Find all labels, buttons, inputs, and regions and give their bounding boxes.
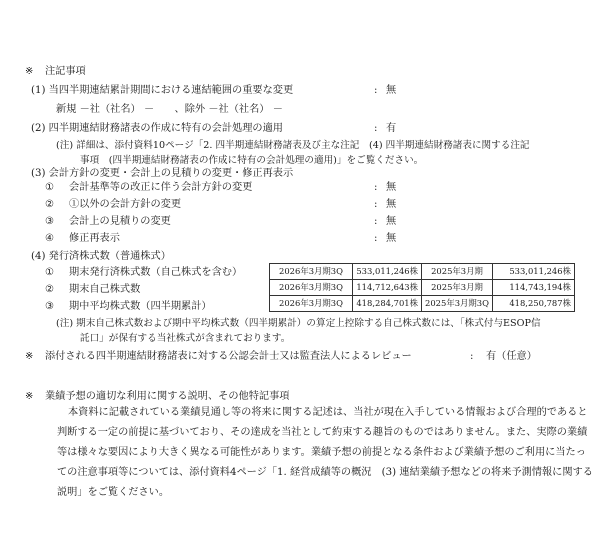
notes-title: 注記事項 [45, 66, 86, 77]
item3-sub-value: 無 [386, 199, 397, 210]
forecast-title: 業績予想の適切な利用に関する説明、その他特記事項 [45, 391, 290, 402]
item3-label: (3) 会計方針の変更・会計上の見積りの変更・修正再表示 [31, 168, 294, 179]
item3-sub-colon: : [374, 216, 378, 227]
review-colon: : [470, 351, 474, 362]
item3-sub-mark: ② [45, 199, 55, 210]
item1-colon: : [374, 85, 378, 96]
shares-table [269, 263, 575, 312]
forecast-line: 判断する一定の前提に基づいており、その達成を当社として約束する趣旨のものではありません。また、実際の業績 [57, 427, 588, 438]
item3-sub-mark: ③ [45, 216, 55, 227]
item3-sub-label: 会計上の見積りの変更 [69, 216, 171, 227]
item4-label: (4) 発行済株式数（普通株式） [31, 251, 171, 262]
forecast-mark: ※ [25, 391, 34, 402]
item3-sub-mark: ④ [45, 233, 55, 244]
shares-row-mark: ② [45, 284, 55, 295]
item4-note-line1: (注) 期末自己株式数および期中平均株式数（四半期累計）の算定上控除する自己株式数には、「株式付与ESOP信 [56, 318, 541, 329]
item3-sub-label: 会計基準等の改正に伴う会計方針の変更 [69, 182, 253, 193]
item3-sub-mark: ① [45, 182, 55, 193]
item2-note-line2: 事項 (四半期連結財務諸表の作成に特有の会計処理の適用)」をご覧ください。 [80, 155, 424, 166]
item2-label: (2) 四半期連結財務諸表の作成に特有の会計処理の適用 [31, 123, 283, 134]
forecast-line: 説明」をご覧ください。 [57, 487, 170, 498]
item2-colon: : [374, 123, 378, 134]
forecast-line: 本資料に記載されている業績見通し等の将来に関する記述は、当社が現在入手している情報および合理的であると [68, 407, 588, 418]
forecast-line: 等は様々な要因により大きく異なる可能性があります。業績予想の前提となる条件および業績予想のご利用に当たっ [57, 447, 586, 458]
item1-value: 無 [386, 85, 397, 96]
item2-note-line1: (注) 詳細は、添付資料10ページ「2. 四半期連結財務諸表及び主な注記 (4) 四半期連結財務諸表に関する注記 [56, 140, 530, 151]
table-row [270, 280, 575, 296]
table-row [270, 296, 575, 312]
shares-row-label: 期中平均株式数（四半期累計） [69, 301, 212, 312]
period-cell: 2026年3月期3Q [270, 280, 353, 296]
notes-mark: ※ [25, 66, 34, 77]
period-cell: 2025年3月期 [422, 264, 493, 280]
shares-value-cell: 114,743,194株 [492, 280, 574, 296]
period-cell: 2026年3月期3Q [270, 264, 353, 280]
item3-sub-colon: : [374, 199, 378, 210]
period-cell: 2025年3月期3Q [422, 296, 493, 312]
period-cell: 2026年3月期3Q [270, 296, 353, 312]
item3-sub-value: 無 [386, 233, 397, 244]
item3-sub-value: 無 [386, 182, 397, 193]
shares-value-cell: 418,284,701株 [353, 296, 422, 312]
item1-detail: 新規 －社（社名） － 、除外 －社（社名） － [56, 104, 283, 115]
table-row [270, 264, 575, 280]
review-label: 添付される四半期連結財務諸表に対する公認会計士又は監査法人によるレビュー [45, 351, 412, 362]
review-mark: ※ [25, 351, 34, 362]
review-value: 有（任意） [486, 351, 537, 362]
item3-sub-label: ①以外の会計方針の変更 [69, 199, 182, 210]
shares-value-cell: 533,011,246株 [492, 264, 574, 280]
period-cell: 2025年3月期 [422, 280, 493, 296]
shares-row-mark: ③ [45, 301, 55, 312]
shares-row-label: 期末自己株式数 [69, 284, 141, 295]
item3-sub-label: 修正再表示 [69, 233, 120, 244]
shares-value-cell: 533,011,246株 [353, 264, 422, 280]
shares-row-label: 期末発行済株式数（自己株式を含む） [69, 267, 243, 278]
shares-value-cell: 114,712,643株 [353, 280, 422, 296]
item2-value: 有 [386, 123, 397, 134]
item3-sub-value: 無 [386, 216, 397, 227]
item1-label: (1) 当四半期連結累計期間における連結範囲の重要な変更 [31, 85, 294, 96]
item3-sub-colon: : [374, 182, 378, 193]
forecast-line: ての注意事項等については、添付資料4ページ「1. 経営成績等の概況 (3) 連結業績予想などの将来予測情報に関する [57, 467, 593, 478]
item3-sub-colon: : [374, 233, 378, 244]
shares-row-mark: ① [45, 267, 55, 278]
shares-value-cell: 418,250,787株 [492, 296, 574, 312]
item4-note-line2: 託口」が保有する当社株式が含まれております。 [80, 333, 291, 344]
